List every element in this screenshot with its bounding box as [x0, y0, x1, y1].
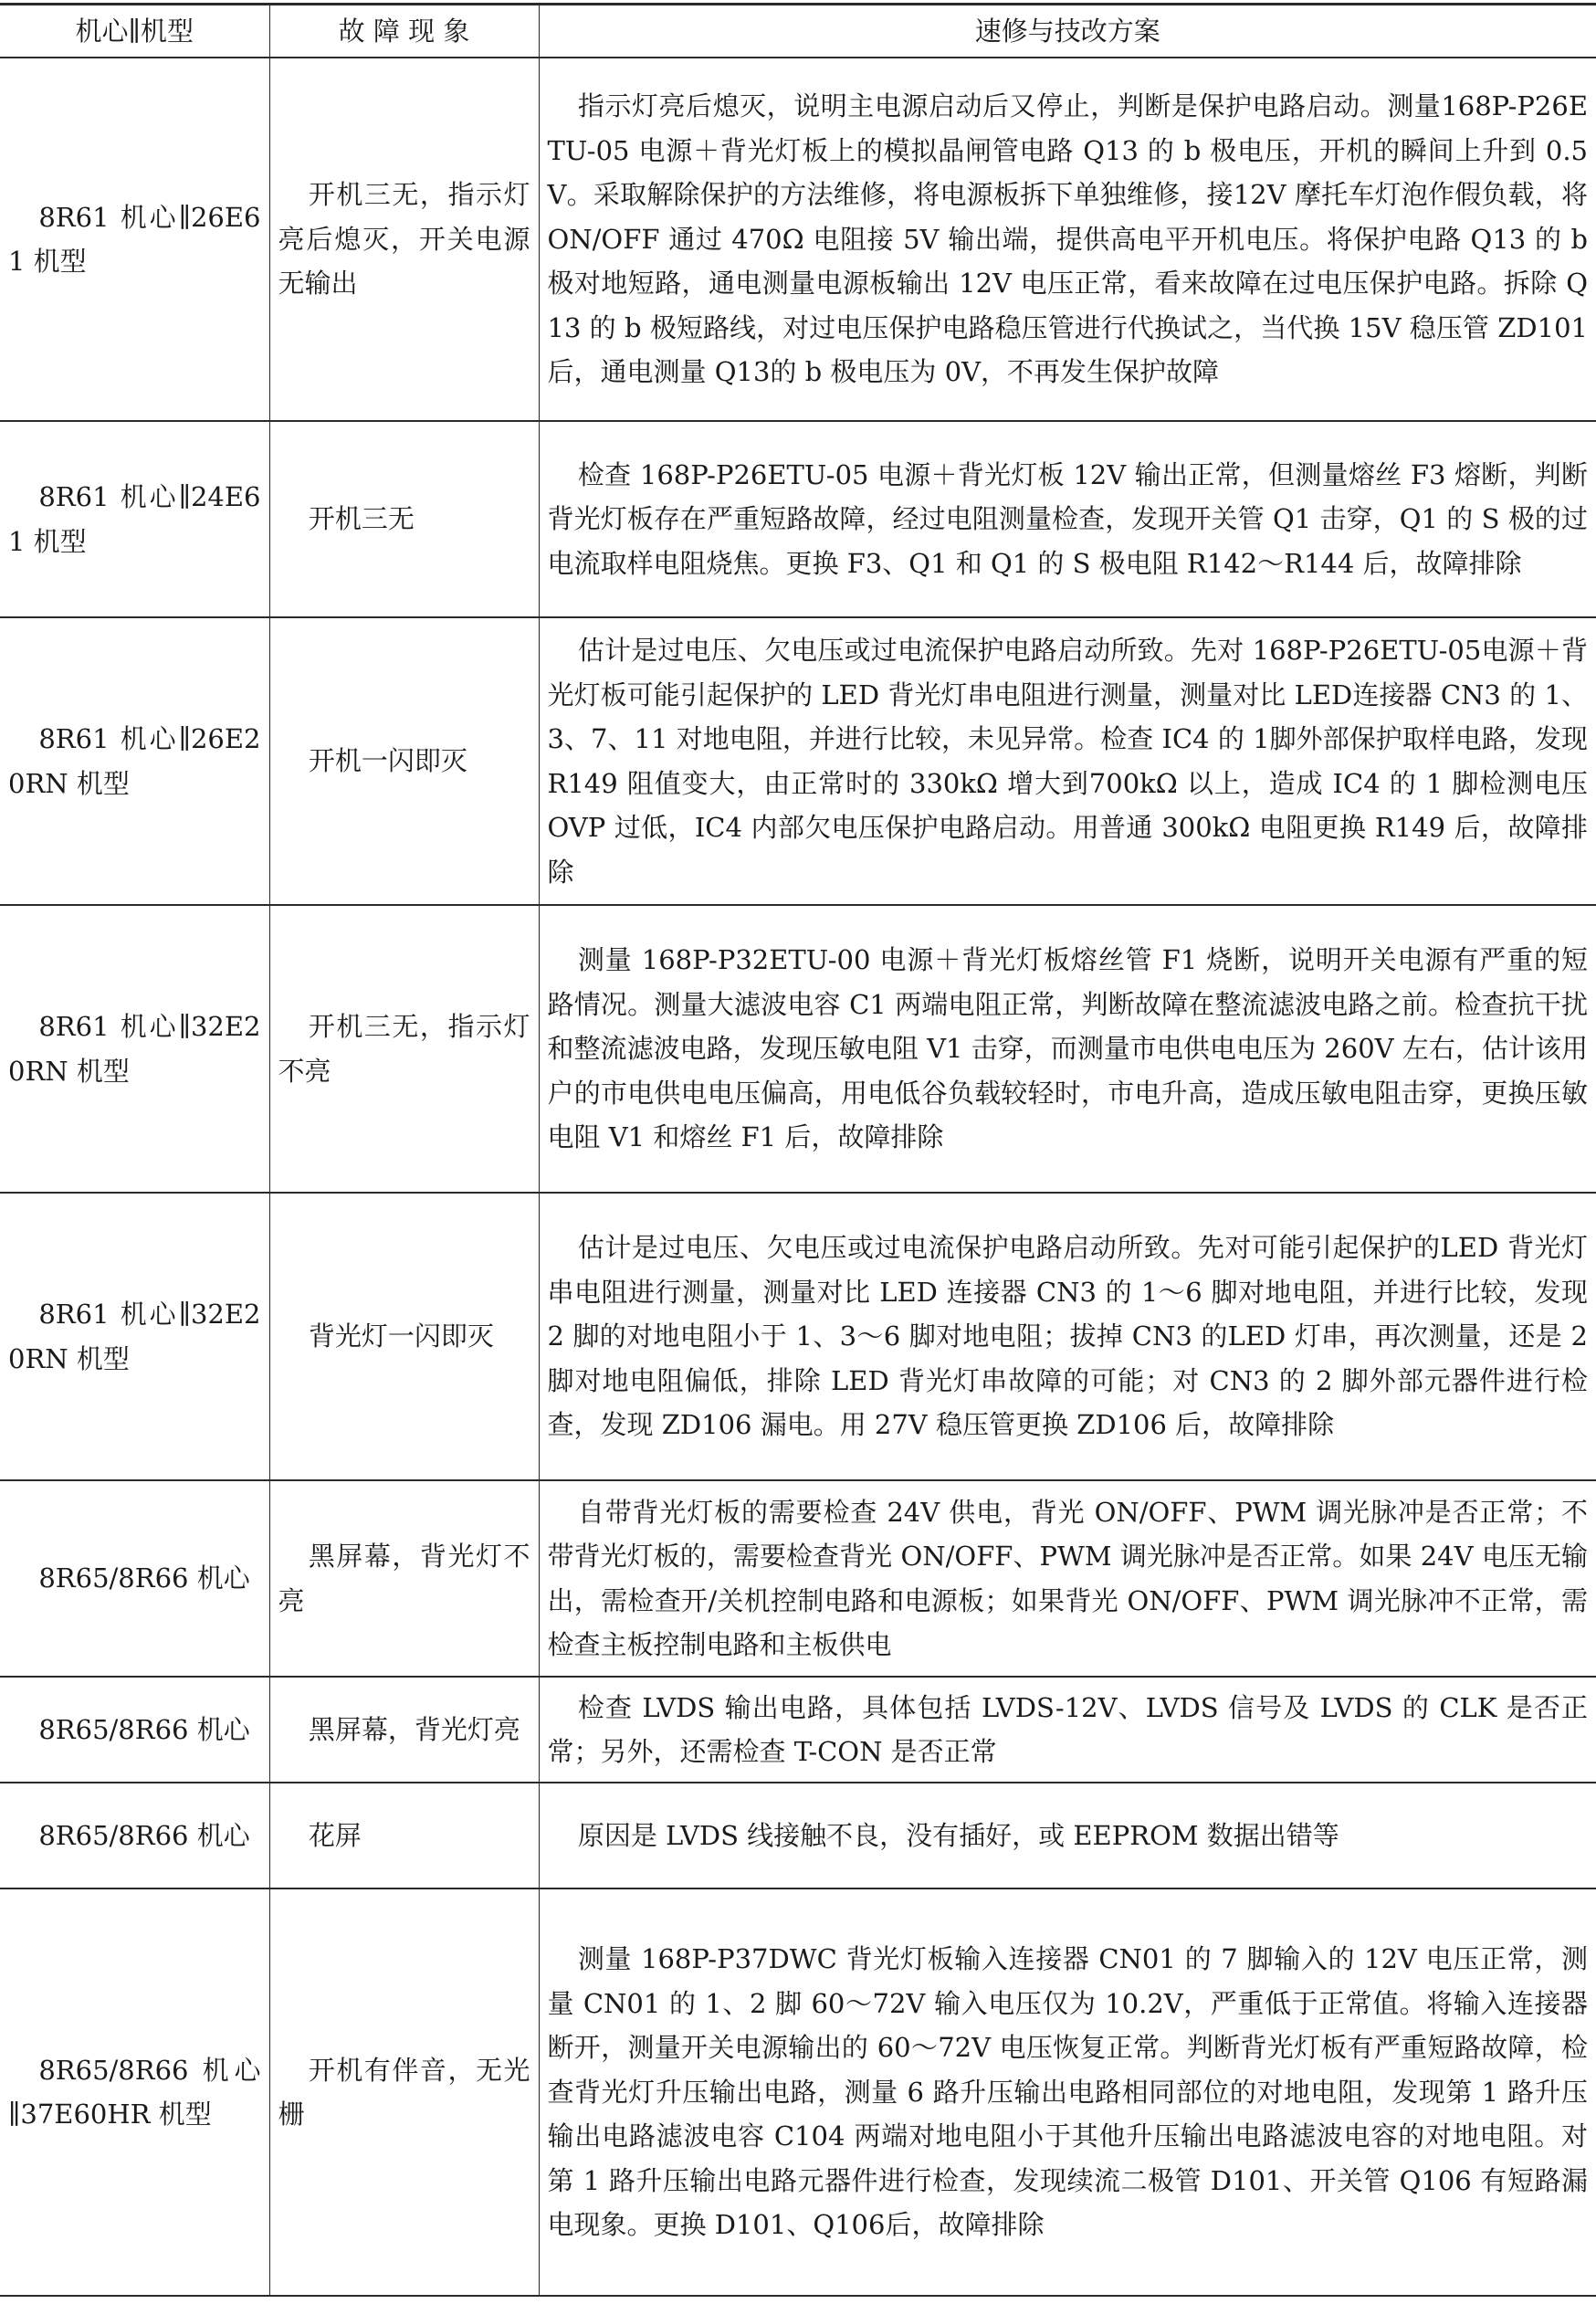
model-cell: 8R65/8R66 机心: [0, 1677, 269, 1783]
header-fault: 故 障 现 象: [269, 5, 539, 58]
header-row: [0, 5, 1596, 58]
solution-cell: 自带背光灯板的需要检查 24V 供电，背光 ON/OFF、PWM 调光脉冲是否正常；不带背光灯板的，需要检查背光 ON/OFF、PWM 调光脉冲是否正常。如果 24V 电压无输出，需检查开/关机控制电路和电源板；如果背光 ON/OFF、PWM 调光脉冲不正常，需检查主板控制电路和主板供电: [539, 1480, 1596, 1677]
fault-cell: 花屏: [269, 1783, 539, 1888]
fault-cell: 开机三无: [269, 421, 539, 617]
model-cell: 8R65/8R66 机心: [0, 1783, 269, 1888]
table-row: [0, 1193, 1596, 1480]
solution-cell: 原因是 LVDS 线接触不良，没有插好，或 EEPROM 数据出错等: [539, 1783, 1596, 1888]
table-header: [0, 5, 1596, 58]
solution-cell: 估计是过电压、欠电压或过电流保护电路启动所致。先对 168P-P26ETU-05电源＋背光灯板可能引起保护的 LED 背光灯串电阻进行测量，测量对比 LED连接器 CN3 的 1、3、7、11 对地电阻，并进行比较，未见异常。检查 IC4 的 1脚外部保护取样电路，发现 R149 阻值变大，由正常时的 330kΩ 增大到700kΩ 以上，造成 IC4 的 1 脚检测电压 OVP 过低，IC4 内部欠电压保护电路启动。用普通 300kΩ 电阻更换 R149 后，故障排除: [539, 617, 1596, 905]
header-solution: 速修与技改方案: [539, 5, 1596, 58]
table-row: [0, 421, 1596, 617]
model-cell: 8R61 机心∥26E61 机型: [0, 58, 269, 421]
table-row: [0, 58, 1596, 421]
model-cell: 8R61 机心∥24E61 机型: [0, 421, 269, 617]
model-cell: 8R61 机心∥32E20RN 机型: [0, 905, 269, 1193]
table-row: [0, 617, 1596, 905]
table-row: [0, 1480, 1596, 1677]
model-cell: 8R65/8R66 机心: [0, 1480, 269, 1677]
header-model: 机心∥机型: [0, 5, 269, 58]
model-cell: 8R61 机心∥26E20RN 机型: [0, 617, 269, 905]
table-row: [0, 1783, 1596, 1888]
solution-cell: 检查 LVDS 输出电路，具体包括 LVDS-12V、LVDS 信号及 LVDS 的 CLK 是否正常；另外，还需检查 T-CON 是否正常: [539, 1677, 1596, 1783]
table-body: [0, 58, 1596, 2296]
model-cell: 8R65/8R66 机心∥37E60HR 机型: [0, 1888, 269, 2296]
table-row: [0, 1888, 1596, 2296]
fault-cell: 黑屏幕，背光灯亮: [269, 1677, 539, 1783]
solution-cell: 检查 168P-P26ETU-05 电源＋背光灯板 12V 输出正常，但测量熔丝 F3 熔断，判断背光灯板存在严重短路故障，经过电阻测量检查，发现开关管 Q1 击穿，Q1 的 S 极的过电流取样电阻烧焦。更换 F3、Q1 和 Q1 的 S 极电阻 R142～R144 后，故障排除: [539, 421, 1596, 617]
solution-cell: 测量 168P-P32ETU-00 电源＋背光灯板熔丝管 F1 烧断，说明开关电源有严重的短路情况。测量大滤波电容 C1 两端电阻正常，判断故障在整流滤波电路之前。检查抗干扰和整流滤波电路，发现压敏电阻 V1 击穿，而测量市电供电电压为 260V 左右，估计该用户的市电供电电压偏高，用电低谷负载较轻时，市电升高，造成压敏电阻击穿，更换压敏电阻 V1 和熔丝 F1 后，故障排除: [539, 905, 1596, 1193]
fault-cell: 开机有伴音，无光栅: [269, 1888, 539, 2296]
table-row: [0, 1677, 1596, 1783]
model-cell: 8R61 机心∥32E20RN 机型: [0, 1193, 269, 1480]
fault-cell: 开机一闪即灭: [269, 617, 539, 905]
solution-cell: 指示灯亮后熄灭，说明主电源启动后又停止，判断是保护电路启动。测量168P-P26ETU-05 电源＋背光灯板上的模拟晶闸管电路 Q13 的 b 极电压，开机的瞬间上升到 0.5V。采取解除保护的方法维修，将电源板拆下单独维修，接12V 摩托车灯泡作假负载，将 ON/OFF 通过 470Ω 电阻接 5V 输出端，提供高电平开机电压。将保护电路 Q13 的 b 极对地短路，通电测量电源板输出 12V 电压正常，看来故障在过电压保护电路。拆除 Q13 的 b 极短路线，对过电压保护电路稳压管进行代换试之，当代换 15V 稳压管 ZD101 后，通电测量 Q13的 b 极电压为 0V，不再发生保护故障: [539, 58, 1596, 421]
fault-cell: 背光灯一闪即灭: [269, 1193, 539, 1480]
solution-cell: 估计是过电压、欠电压或过电流保护电路启动所致。先对可能引起保护的LED 背光灯串电阻进行测量，测量对比 LED 连接器 CN3 的 1～6 脚对地电阻，并进行比较，发现 2 脚的对地电阻小于 1、3～6 脚对地电阻；拔掉 CN3 的LED 灯串，再次测量，还是 2 脚对地电阻偏低，排除 LED 背光灯串故障的可能；对 CN3 的 2 脚外部元器件进行检查，发现 ZD106 漏电。用 27V 稳压管更换 ZD106 后，故障排除: [539, 1193, 1596, 1480]
fault-cell: 黑屏幕，背光灯不亮: [269, 1480, 539, 1677]
repair-table: [0, 3, 1596, 2297]
table-row: [0, 905, 1596, 1193]
solution-cell: 测量 168P-P37DWC 背光灯板输入连接器 CN01 的 7 脚输入的 12V 电压正常，测量 CN01 的 1、2 脚 60～72V 输入电压仅为 10.2V，严重低于正常值。将输入连接器断开，测量开关电源输出的 60～72V 电压恢复正常。判断背光灯板有严重短路故障，检查背光灯升压输出电路，测量 6 路升压输出电路相同部位的对地电阻，发现第 1 路升压输出电路滤波电容 C104 两端对地电阻小于其他升压输出电路滤波电容的对地电阻。对第 1 路升压输出电路元器件进行检查，发现续流二极管 D101、开关管 Q106 有短路漏电现象。更换 D101、Q106后，故障排除: [539, 1888, 1596, 2296]
fault-cell: 开机三无，指示灯亮后熄灭，开关电源无输出: [269, 58, 539, 421]
fault-cell: 开机三无，指示灯不亮: [269, 905, 539, 1193]
